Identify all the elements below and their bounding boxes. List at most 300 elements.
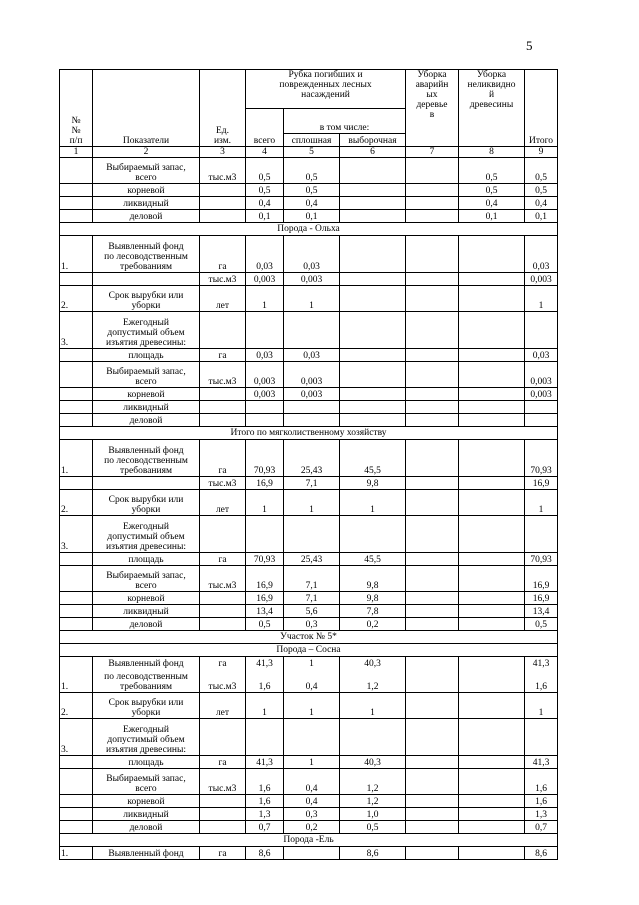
value-nonliquid [459,286,525,312]
table-row [60,388,558,401]
value-nonliquid [459,669,525,693]
value-clear-cut [284,414,340,427]
value-emergency [406,184,459,197]
section-title: Итого по мягколиственному хозяйству [60,427,558,440]
value-emergency [406,669,459,693]
value-selective: 1,0 [340,808,406,821]
value-selective [340,236,406,273]
value-emergency [406,286,459,312]
value-total: 16,9 [525,592,558,605]
value-emergency [406,693,459,719]
table-row [60,490,558,516]
value-emergency [406,795,459,808]
value-nonliquid [459,719,525,756]
unit-cell: га [200,756,246,769]
value-nonliquid [459,553,525,566]
unit-cell: тыс.м3 [200,477,246,490]
header-clear-cut: сплошная [284,133,340,147]
row-number [60,158,93,184]
section-title: Участок № 5* [60,631,558,644]
indicator-label: Ежегодный допустимый объем изъятия древесины: [93,516,200,553]
row-number [60,362,93,388]
value-total: 8,6 [525,847,558,860]
indicator-label: корневой [93,184,200,197]
value-selective: 0,5 [340,821,406,834]
value-nonliquid [459,821,525,834]
value-clear-cut [284,401,340,414]
row-number [60,592,93,605]
unit-cell: тыс.м3 [200,158,246,184]
col-num: 6 [340,147,406,158]
table-row [60,516,558,553]
unit-cell: тыс.м3 [200,769,246,795]
table-row [60,414,558,427]
value-nonliquid [459,516,525,553]
value-total: 0,5 [525,618,558,631]
table-row [60,158,558,184]
table-row [60,847,558,860]
value-selective [340,312,406,349]
table-row [60,440,558,477]
row-number: 1. [60,847,93,860]
value-selective: 1,2 [340,769,406,795]
unit-cell [200,197,246,210]
value-clear-cut: 1 [284,286,340,312]
value-total: 70,93 [525,440,558,477]
value-total: 41,3 [525,756,558,769]
indicator-label: Выявленный фонд [93,847,200,860]
unit-cell: тыс.м3 [200,273,246,286]
value-nonliquid [459,362,525,388]
value-selective [340,401,406,414]
table-row [60,349,558,362]
value-emergency [406,477,459,490]
value-all: 0,5 [246,184,284,197]
value-clear-cut: 7,1 [284,566,340,592]
value-nonliquid [459,273,525,286]
value-all: 1,6 [246,669,284,693]
value-clear-cut: 1 [284,657,340,670]
col-num: 5 [284,147,340,158]
value-clear-cut: 0,5 [284,184,340,197]
value-all: 0,03 [246,349,284,362]
value-selective: 1,2 [340,669,406,693]
col-num: 7 [406,147,459,158]
indicator-label: деловой [93,821,200,834]
indicator-label: Выявленный фонд по лесоводственным требованиям [93,440,200,477]
indicator-label: ликвидный [93,808,200,821]
value-clear-cut: 0,5 [284,158,340,184]
indicator-label: Ежегодный допустимый объем изъятия древесины: [93,719,200,756]
unit-cell [200,795,246,808]
value-emergency [406,158,459,184]
table-row [60,808,558,821]
header-nonliquid-wood: Уборка неликвидно й древесины [459,70,525,147]
value-total [525,719,558,756]
row-number: 2. [60,490,93,516]
value-nonliquid [459,312,525,349]
table-row [60,553,558,566]
row-number [60,795,93,808]
header-total: Итого [525,70,558,147]
value-clear-cut: 0,4 [284,769,340,795]
page-number: 5 [526,38,533,53]
indicator-label [93,477,200,490]
value-selective [340,273,406,286]
value-clear-cut: 0,3 [284,808,340,821]
row-number: 3. [60,719,93,756]
unit-cell [200,605,246,618]
value-emergency [406,388,459,401]
unit-cell: тыс.м3 [200,566,246,592]
value-all [246,312,284,349]
value-all [246,516,284,553]
value-selective: 40,3 [340,756,406,769]
row-number [60,184,93,197]
indicator-label: Выбираемый запас, всего [93,769,200,795]
row-number [60,273,93,286]
value-nonliquid [459,795,525,808]
value-nonliquid [459,592,525,605]
value-selective [340,414,406,427]
table-row [60,795,558,808]
value-total: 0,7 [525,821,558,834]
section-row [60,644,558,657]
value-all: 0,003 [246,273,284,286]
value-total: 70,93 [525,553,558,566]
indicator-label: Срок вырубки или уборки [93,693,200,719]
value-all: 0,003 [246,362,284,388]
value-total: 1 [525,693,558,719]
value-nonliquid [459,401,525,414]
column-number-row [60,147,558,158]
value-total: 1 [525,490,558,516]
unit-cell: га [200,847,246,860]
value-nonliquid [459,440,525,477]
unit-cell: лет [200,693,246,719]
indicator-label: корневой [93,388,200,401]
indicator-label: Срок вырубки или уборки [93,286,200,312]
unit-cell [200,210,246,223]
value-emergency [406,808,459,821]
col-num: 8 [459,147,525,158]
unit-cell [200,516,246,553]
value-all: 41,3 [246,657,284,670]
value-emergency [406,210,459,223]
row-number: 1. [60,669,93,693]
unit-cell: га [200,657,246,670]
value-emergency [406,756,459,769]
value-all: 1 [246,490,284,516]
value-total [525,414,558,427]
unit-cell [200,618,246,631]
section-row [60,223,558,236]
value-total: 0,5 [525,158,558,184]
row-number [60,388,93,401]
value-nonliquid [459,657,525,670]
unit-cell [200,808,246,821]
row-number [60,756,93,769]
indicator-label: корневой [93,795,200,808]
value-nonliquid: 0,4 [459,197,525,210]
value-total: 0,4 [525,197,558,210]
col-num: 1 [60,147,93,158]
value-total: 16,9 [525,477,558,490]
value-total: 16,9 [525,566,558,592]
section-row [60,631,558,644]
value-total: 0,003 [525,388,558,401]
value-selective: 8,6 [340,847,406,860]
value-all: 0,4 [246,197,284,210]
value-all: 1,6 [246,795,284,808]
table-row [60,618,558,631]
unit-cell [200,719,246,756]
row-number [60,605,93,618]
value-clear-cut: 7,1 [284,477,340,490]
table-row [60,605,558,618]
unit-cell: га [200,236,246,273]
value-selective [340,362,406,388]
value-nonliquid [459,477,525,490]
row-number [60,197,93,210]
value-nonliquid: 0,5 [459,184,525,197]
value-nonliquid [459,847,525,860]
value-all: 8,6 [246,847,284,860]
table-row [60,401,558,414]
value-emergency [406,440,459,477]
unit-cell: тыс.м3 [200,669,246,693]
value-clear-cut: 0,1 [284,210,340,223]
value-total [525,516,558,553]
value-clear-cut: 0,2 [284,821,340,834]
value-all: 16,9 [246,592,284,605]
value-total [525,401,558,414]
value-clear-cut: 7,1 [284,592,340,605]
row-number: 2. [60,693,93,719]
value-all [246,414,284,427]
value-nonliquid [459,808,525,821]
value-nonliquid [459,566,525,592]
indicator-label [93,273,200,286]
value-clear-cut: 0,003 [284,388,340,401]
value-selective: 9,8 [340,566,406,592]
value-selective: 1 [340,693,406,719]
table-row [60,210,558,223]
row-number: 1. [60,236,93,273]
indicator-label: площадь [93,756,200,769]
table-row [60,821,558,834]
value-clear-cut: 25,43 [284,553,340,566]
col-num: 3 [200,147,246,158]
table-row [60,592,558,605]
value-selective: 1,2 [340,795,406,808]
value-selective [340,388,406,401]
indicator-label: деловой [93,210,200,223]
row-number [60,477,93,490]
table-row [60,669,558,693]
header-all: всего [246,109,284,147]
value-clear-cut: 1 [284,756,340,769]
value-total [525,312,558,349]
row-number [60,401,93,414]
indicator-label: деловой [93,414,200,427]
value-selective [340,719,406,756]
indicator-label: Выбираемый запас, всего [93,158,200,184]
value-emergency [406,592,459,605]
value-emergency [406,273,459,286]
value-all: 70,93 [246,553,284,566]
table-row [60,362,558,388]
unit-cell [200,821,246,834]
indicator-label: Выявленный фонд [93,657,200,670]
value-clear-cut: 0,4 [284,197,340,210]
value-clear-cut: 0,003 [284,273,340,286]
unit-cell [200,414,246,427]
value-clear-cut: 0,03 [284,349,340,362]
unit-cell [200,592,246,605]
row-number: 3. [60,312,93,349]
col-num: 9 [525,147,558,158]
value-clear-cut: 0,03 [284,236,340,273]
unit-cell: га [200,440,246,477]
value-all: 0,1 [246,210,284,223]
value-selective: 9,8 [340,592,406,605]
table-row [60,566,558,592]
header-felling-group: Рубка погибших и поврежденных лесных насаждений [246,70,406,109]
value-all: 1 [246,286,284,312]
table-row [60,236,558,273]
header-including: в том числе: [284,109,406,134]
value-clear-cut [284,516,340,553]
table-row [60,312,558,349]
indicator-label: Выбираемый запас, всего [93,566,200,592]
unit-cell [200,184,246,197]
row-number [60,821,93,834]
col-num: 4 [246,147,284,158]
value-emergency [406,719,459,756]
value-emergency [406,553,459,566]
table-row [60,756,558,769]
indicator-label: площадь [93,553,200,566]
header-emergency-trees: Уборка аварийн ых деревье в [406,70,459,147]
value-emergency [406,414,459,427]
value-total: 0,1 [525,210,558,223]
value-nonliquid [459,618,525,631]
row-number: 1. [60,440,93,477]
value-selective [340,286,406,312]
unit-cell: га [200,349,246,362]
value-clear-cut [284,847,340,860]
indicator-label: площадь [93,349,200,362]
indicator-label: Срок вырубки или уборки [93,490,200,516]
row-number [60,808,93,821]
unit-cell: га [200,553,246,566]
value-total: 0,03 [525,349,558,362]
value-emergency [406,490,459,516]
value-clear-cut: 1 [284,693,340,719]
section-title: Порода – Сосна [60,644,558,657]
value-all: 1,3 [246,808,284,821]
unit-cell [200,312,246,349]
table-row [60,184,558,197]
indicator-label: по лесоводственным требованиям [93,669,200,693]
row-number [60,618,93,631]
value-selective [340,349,406,362]
value-clear-cut: 25,43 [284,440,340,477]
row-number [60,349,93,362]
value-total: 0,03 [525,236,558,273]
value-nonliquid [459,414,525,427]
table-row [60,273,558,286]
value-total: 0,003 [525,362,558,388]
value-all: 16,9 [246,477,284,490]
value-emergency [406,618,459,631]
value-emergency [406,312,459,349]
value-clear-cut [284,312,340,349]
value-total: 1,6 [525,769,558,795]
unit-cell: лет [200,490,246,516]
row-number [60,566,93,592]
table-row [60,286,558,312]
value-emergency [406,197,459,210]
col-num: 2 [93,147,200,158]
value-selective: 0,2 [340,618,406,631]
header-row-number: № № п/п [60,70,93,147]
row-number [60,769,93,795]
indicator-label: деловой [93,618,200,631]
value-all: 16,9 [246,566,284,592]
value-clear-cut: 1 [284,490,340,516]
value-selective [340,158,406,184]
value-nonliquid [459,236,525,273]
value-all: 41,3 [246,756,284,769]
value-clear-cut: 0,4 [284,795,340,808]
value-all: 0,03 [246,236,284,273]
row-number: 3. [60,516,93,553]
value-nonliquid [459,490,525,516]
value-selective: 40,3 [340,657,406,670]
table-row [60,477,558,490]
table-row [60,719,558,756]
indicator-label: Выявленный фонд по лесоводственным требованиям [93,236,200,273]
value-clear-cut: 0,4 [284,669,340,693]
unit-cell [200,401,246,414]
row-number [60,553,93,566]
value-selective [340,184,406,197]
unit-cell [200,388,246,401]
value-emergency [406,362,459,388]
value-all: 70,93 [246,440,284,477]
value-all: 13,4 [246,605,284,618]
value-nonliquid [459,756,525,769]
section-row [60,834,558,847]
value-emergency [406,769,459,795]
value-total: 13,4 [525,605,558,618]
value-total: 0,5 [525,184,558,197]
value-all: 0,5 [246,618,284,631]
value-selective: 1 [340,490,406,516]
value-selective [340,210,406,223]
value-nonliquid [459,769,525,795]
value-emergency [406,349,459,362]
value-nonliquid [459,349,525,362]
header-indicators: Показатели [93,70,200,147]
section-title: Порода -Ель [60,834,558,847]
indicator-label: Выбираемый запас, всего [93,362,200,388]
forest-felling-table [59,69,558,860]
value-selective [340,197,406,210]
value-selective: 9,8 [340,477,406,490]
